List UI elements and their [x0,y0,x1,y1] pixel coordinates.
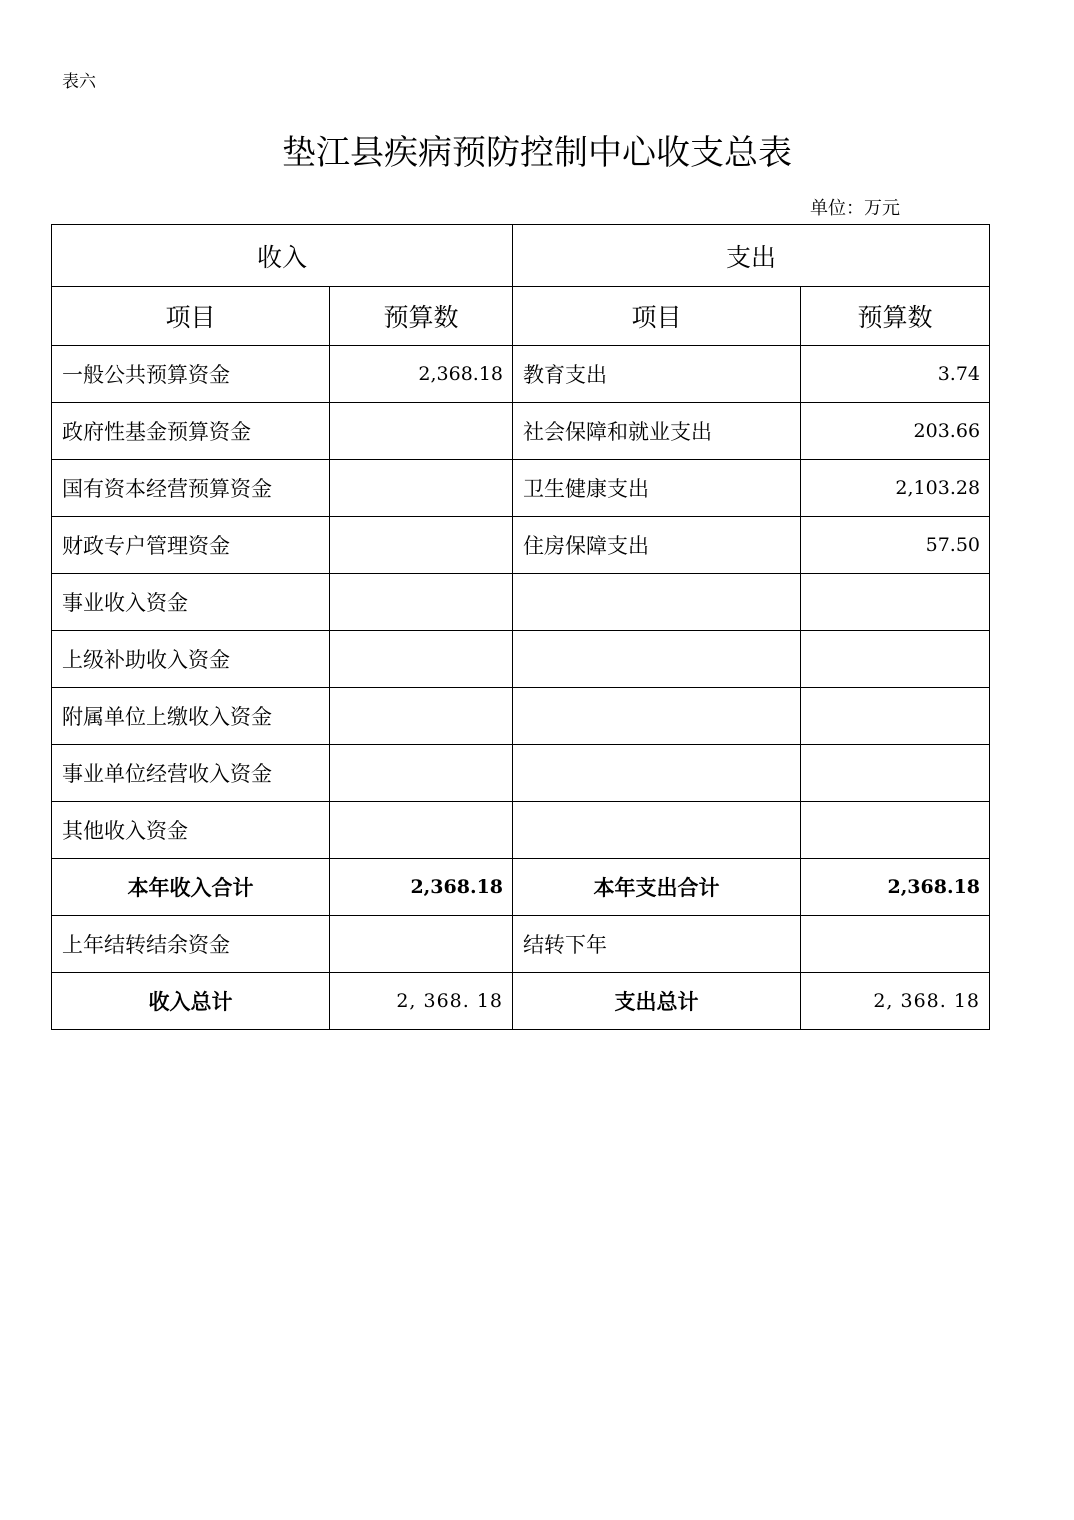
income-value-cell [330,517,513,574]
expense-item-cell: 卫生健康支出 [513,460,801,517]
income-item-cell: 事业单位经营收入资金 [52,745,330,802]
expense-item-cell: 住房保障支出 [513,517,801,574]
table-row [52,346,990,403]
expense-budget-column-header: 预算数 [801,287,990,346]
expense-item-cell [513,745,801,802]
year-total-row [52,859,990,916]
year-expense-total-value: 2,368.18 [801,859,990,916]
column-header-row [52,287,990,346]
grand-total-row [52,973,990,1030]
expense-item-cell: 教育支出 [513,346,801,403]
carry-to-next-year-value [801,916,990,973]
expense-grand-total-value: 2, 368. 18 [801,973,990,1030]
income-value-cell: 2,368.18 [330,346,513,403]
income-item-cell: 一般公共预算资金 [52,346,330,403]
expense-value-cell [801,631,990,688]
budget-summary-table [51,224,990,1030]
expense-value-cell [801,745,990,802]
carry-over-row [52,916,990,973]
income-value-cell [330,574,513,631]
carry-to-next-year-label: 结转下年 [513,916,801,973]
expense-item-cell [513,802,801,859]
income-item-column-header: 项目 [52,287,330,346]
income-item-cell: 财政专户管理资金 [52,517,330,574]
section-header-row [52,225,990,287]
income-value-cell [330,460,513,517]
table-row [52,631,990,688]
expense-value-cell [801,688,990,745]
income-item-cell: 国有资本经营预算资金 [52,460,330,517]
income-budget-column-header: 预算数 [330,287,513,346]
expense-item-cell [513,631,801,688]
table-row [52,403,990,460]
expense-value-cell: 3.74 [801,346,990,403]
document-title: 垫江县疾病预防控制中心收支总表 [282,133,792,173]
expense-value-cell: 2,103.28 [801,460,990,517]
income-section-header: 收入 [52,225,513,287]
income-item-cell: 附属单位上缴收入资金 [52,688,330,745]
income-value-cell [330,403,513,460]
expense-value-cell: 57.50 [801,517,990,574]
expense-value-cell: 203.66 [801,403,990,460]
expense-item-cell: 社会保障和就业支出 [513,403,801,460]
year-income-total-label: 本年收入合计 [52,859,330,916]
year-expense-total-label: 本年支出合计 [513,859,801,916]
income-grand-total-label: 收入总计 [52,973,330,1030]
income-value-cell [330,688,513,745]
table-row [52,688,990,745]
table-row [52,745,990,802]
income-value-cell [330,802,513,859]
income-value-cell [330,631,513,688]
expense-item-cell [513,574,801,631]
income-item-cell: 政府性基金预算资金 [52,403,330,460]
income-grand-total-value: 2, 368. 18 [330,973,513,1030]
expense-grand-total-label: 支出总计 [513,973,801,1030]
unit-label: 单位：万元 [810,198,900,219]
income-item-cell: 上级补助收入资金 [52,631,330,688]
prior-year-carryover-value [330,916,513,973]
expense-section-header: 支出 [513,225,990,287]
income-item-cell: 其他收入资金 [52,802,330,859]
table-row [52,574,990,631]
table-row [52,802,990,859]
expense-value-cell [801,574,990,631]
table-row [52,517,990,574]
expense-item-column-header: 项目 [513,287,801,346]
year-income-total-value: 2,368.18 [330,859,513,916]
income-value-cell [330,745,513,802]
expense-value-cell [801,802,990,859]
expense-item-cell [513,688,801,745]
income-item-cell: 事业收入资金 [52,574,330,631]
table-row [52,460,990,517]
prior-year-carryover-label: 上年结转结余资金 [52,916,330,973]
table-number-label: 表六 [62,72,96,92]
